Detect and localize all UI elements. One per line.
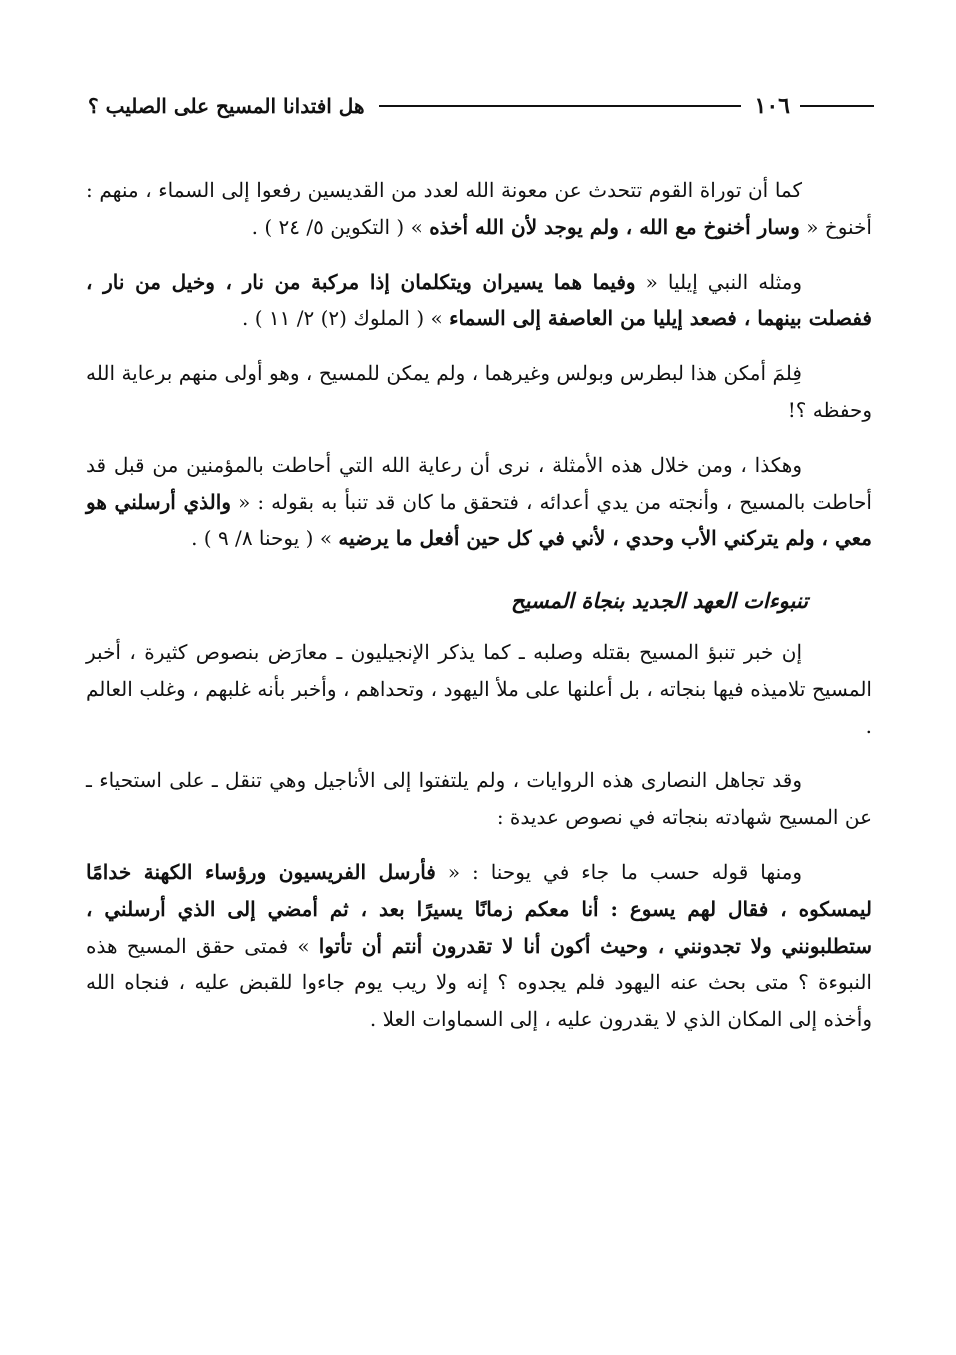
section-heading: تنبوءات العهد الجديد بنجاة المسيح [511,588,808,614]
paragraph: إن خبر تنبؤ المسيح بقتله وصلبه ـ كما يذكر الإنجيليون ـ معارَض بنصوص كثيرة ، أخبر المسيح تلاميذه فيها بنجاته ، بل أعلنها على ملأ اليهود ، وتحداهم ، وأخبر بأنه غلبهم ، وغلب العالم . [86,639,872,738]
paragraph: ومنها قوله حسب ما جاء في يوحنا : « فأرسل الفريسيون ورؤساء الكهنة خدامًا ليمسكوه ، فقال لهم يسوع : أنا معكم زمانًا يسيرًا بعد ، ثم أمضي إلى الذي أرسلني ، ستطلبونني ولا تجدونني ، وحيث أكون أنا لا تقدرون أنتم أن تأتوا » فمتى حقق المسيح هذه النبوءة ؟ متى بحث عنه اليهود فلم يجدوه ؟ إنه ولا ريب يوم جاءوا للقبض عليه ، فنجاه الله وأخذه إلى المكان الذي لا يقدرون عليه ، إلى السماوات العلا . [86,859,872,1032]
paragraph: وقد تجاهل النصارى هذه الروايات ، ولم يلتفتوا إلى الأناجيل وهي تنقل ـ على استحياء ـ عن المسيح شهادته بنجاته في نصوص عديدة : [86,768,872,830]
paragraph: ومثله النبي إيليا « وفيما هما يسيران ويتكلمان إذا مركبة من نار ، وخيل من نار ، ففصلت بينهما ، فصعد إيليا من العاصفة إلى السماء » ( الملوك (٢) ٢/ ١١ ) . [86,269,872,331]
scripture-quote: وسار أخنوخ مع الله ، ولم يوجد لأن الله أخذه [429,214,800,239]
scripture-quote: فأرسل الفريسيون ورؤساء الكهنة خدامًا ليمسكوه ، فقال لهم يسوع : أنا معكم زمانًا يسيرًا بعد ، ثم أمضي إلى الذي أرسلني ، ستطلبونني ولا تجدونني ، وحيث أكون أنا لا تقدرون أنتم أن تأتوا [86,859,872,958]
header-rule-long [379,105,741,107]
paragraph: وهكذا ، ومن خلال هذه الأمثلة ، نرى أن رعاية الله التي أحاطت بالمؤمنين من قبل قد أحاطت بالمسيح ، وأنجته من يدي أعدائه ، فتحقق ما كان قد تنبأ به بقوله : « والذي أرسلني هو معي ، ولم يتركني الأب وحدي ، لأني في كل حين أفعل ما يرضيه » ( يوحنا ٨/ ٩ ) . [86,452,872,551]
paragraph: كما أن توراة القوم تتحدث عن معونة الله لعدد من القديسين رفعوا إلى السماء ، منهم : أخنوخ « وسار أخنوخ مع الله ، ولم يوجد لأن الله أخذه » ( التكوين ٥/ ٢٤ ) . [86,178,872,239]
header-rule-short [800,105,874,107]
paragraph: فِلمَ أمكن هذا لبطرس وبولس وغيرهما ، ولم يمكن للمسيح ، وهو أولى منهم برعاية الله وحفظه ؟! [86,361,872,422]
page-number: ١٠٦ [754,93,790,119]
scripture-quote: وفيما هما يسيران ويتكلمان إذا مركبة من نار ، وخيل من نار ، ففصلت بينهما ، فصعد إيليا من العاصفة إلى السماء [86,269,872,331]
page-body [86,172,872,1056]
scripture-quote: والذي أرسلني هو معي ، ولم يتركني الأب وحدي ، لأني في كل حين أفعل ما يرضيه [86,489,872,551]
running-title: هل افتدانا المسيح على الصليب ؟ [88,94,365,118]
page-header [88,86,874,126]
